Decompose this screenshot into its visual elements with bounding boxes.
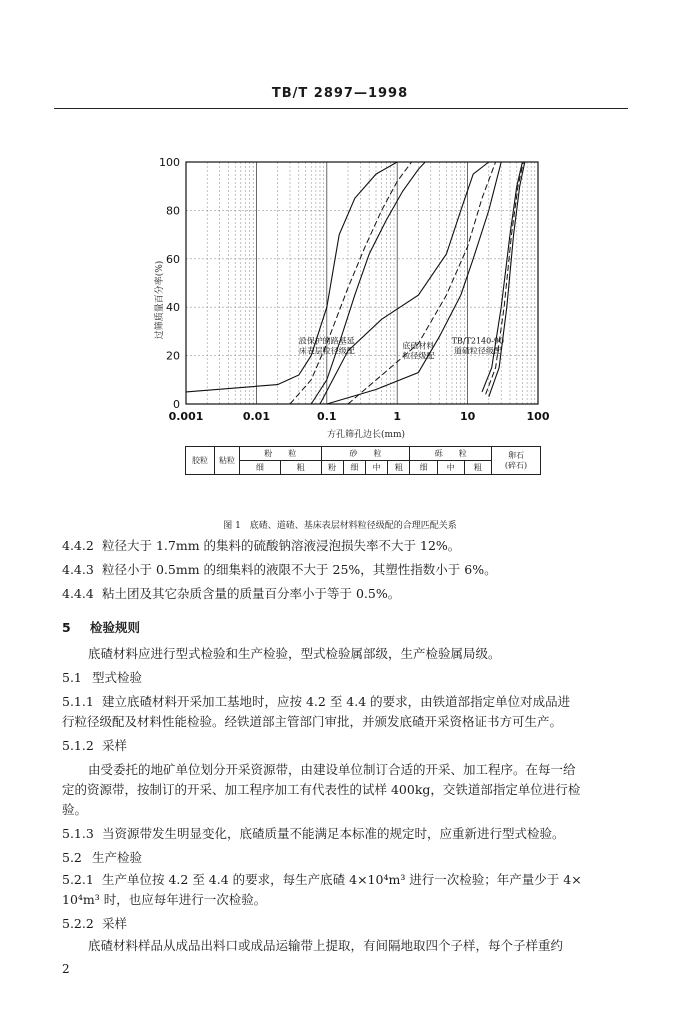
clause-5-1 [62, 670, 142, 686]
gradation-curve-4 [320, 162, 489, 404]
clause-text: 建立底碴材料开采加工基地时，应按 4.2 至 4.4 的要求，由铁道部指定单位对成品进 [102, 694, 571, 709]
grade-clay: 粘粒 [215, 447, 240, 475]
clause-5-2-1 [62, 872, 582, 888]
annotation-line: 粒径级配 [402, 351, 435, 361]
clause-5-1-1 [62, 694, 570, 710]
gradation-curve-1 [186, 162, 397, 392]
grade-silt: 粉 粒 [240, 447, 322, 461]
x-tick-label: 0.001 [168, 410, 204, 423]
x-tick-label: 10 [459, 410, 476, 423]
x-axis-label: 方孔筛孔边长(mm) [326, 430, 406, 440]
clause-text: 生产检验 [92, 850, 143, 865]
clause-5-2-2-body: 底碴材料样品从成品出料口或成品运输带上提取，有间隔地取四个子样，每个子样重约 [88, 938, 564, 953]
clause-5-2-2 [62, 916, 127, 932]
grade-sub-cell: 细 [410, 461, 437, 475]
header-rule [54, 108, 628, 109]
clause-5-1-2-body-2: 定的资源带，按制订的开采、加工程序加工有代表性的试样 400kg，交铁道部指定单位进行检 [62, 782, 581, 797]
y-tick-label: 80 [166, 204, 180, 218]
clause-number: 5.1 [62, 670, 82, 685]
y-tick-label: 0 [173, 398, 180, 411]
clause-4-4-2 [62, 538, 460, 554]
clause-5-2-1-cont: 10⁴m³ 时，也应每年进行一次检验。 [62, 892, 267, 907]
clause-number: 5.2.1 [62, 872, 94, 887]
clause-text: 生产单位按 4.2 至 4.4 的要求，每生产底碴 4×10⁴m³ 进行一次检验；年产量少于 4× [102, 872, 582, 887]
gradation-curve-5 [327, 162, 501, 404]
grade-sub-cell: 中 [365, 461, 387, 475]
section-5-heading [62, 620, 140, 636]
clause-5-1-2 [62, 738, 127, 754]
gradation-curve-2 [311, 162, 425, 404]
y-tick-label: 60 [166, 252, 180, 266]
section-number: 5 [62, 620, 71, 635]
clause-4-4-4 [62, 586, 400, 602]
clause-number: 5.2 [62, 850, 82, 865]
annotation-line: TB/T2140-90 [451, 336, 505, 346]
clause-5-1-2-body: 由受委托的地矿单位划分开采资源带，由建设单位制订合适的开采、加工程序。在每一给 [88, 762, 576, 777]
gradation-curve-3 [290, 162, 412, 404]
clause-text: 型式检验 [92, 670, 143, 685]
annotation-line: 道碴粒径级配 [453, 346, 502, 356]
y-tick-label: 40 [166, 301, 180, 315]
clause-4-4-3 [62, 562, 497, 578]
clause-number: 4.4.2 [62, 538, 94, 553]
figure-caption: 图 1 底碴、道碴、基床表层材料粒径级配的合理匹配关系 [223, 521, 457, 531]
grade-cobble: 卵石 (碎石) [492, 447, 541, 475]
x-tick-label: 0.01 [242, 410, 270, 423]
x-tick-label: 1 [393, 410, 402, 423]
x-tick-label: 0.1 [317, 410, 337, 423]
grade-sand: 砂 粒 [321, 447, 410, 461]
clause-5-2 [62, 850, 142, 866]
clause-text: 采样 [102, 916, 128, 931]
y-tick-label: 20 [166, 349, 180, 363]
grade-sub-cell: 中 [437, 461, 464, 475]
clause-5-1-2-body-3: 验。 [62, 802, 88, 817]
grade-sub-cell: 细 [240, 461, 281, 475]
y-tick-label: 100 [159, 156, 180, 169]
annotation-line: 設保护的路基延 [298, 336, 355, 346]
annotation-line: 床表层粒径级配 [298, 346, 355, 356]
standard-code-header: TB/T 2897—1998 [271, 86, 409, 101]
soil-grade-table [185, 446, 541, 475]
clause-text: 粒径小于 0.5mm 的细集料的液限不大于 25%，其塑性指数小于 6%。 [102, 562, 497, 577]
clause-number: 5.1.1 [62, 694, 94, 709]
curve-annotation-2 [402, 340, 434, 360]
clause-number: 5.2.2 [62, 916, 94, 931]
grade-sub-cell: 粉 [321, 461, 343, 475]
x-tick-label: 100 [526, 410, 550, 423]
clause-5-1-1-cont: 行粒径级配及材料性能检验。经铁道部主管部门审批，并颁发底碴开采资格证书方可生产。 [62, 714, 563, 729]
clause-text: 粒径大于 1.7mm 的集料的硫酸钠溶液浸泡损失率不大于 12%。 [102, 538, 461, 553]
clause-number: 4.4.4 [62, 586, 94, 601]
clause-number: 4.4.3 [62, 562, 94, 577]
clause-number: 5.1.3 [62, 826, 94, 841]
grade-gravel: 砾 粒 [410, 447, 492, 461]
y-axis-label: 过筛质量百分率(%) [155, 260, 165, 340]
plot-frame [186, 162, 538, 404]
grade-sub-cell: 粗 [388, 461, 410, 475]
section-5-intro: 底碴材料应进行型式检验和生产检验，型式检验属部级，生产检验属局级。 [88, 646, 501, 661]
grade-colloid: 胶粒 [186, 447, 215, 475]
clause-text: 当资源带发生明显变化，底碴质量不能满足本标准的规定时，应重新进行型式检验。 [102, 826, 565, 841]
grade-sub-cell: 粗 [464, 461, 491, 475]
clause-5-1-3 [62, 826, 565, 842]
clause-text: 粘土团及其它杂质含量的质量百分率小于等于 0.5%。 [102, 586, 401, 601]
annotation-line: 底碴材料 [402, 341, 435, 351]
page-number: 2 [62, 962, 70, 976]
clause-text: 采样 [102, 738, 128, 753]
curve-annotation-3 [452, 337, 505, 356]
clause-number: 5.1.2 [62, 738, 94, 753]
grade-sub-cell: 粗 [280, 461, 321, 475]
gradation-chart [150, 150, 570, 440]
grade-sub-cell: 细 [343, 461, 365, 475]
section-title: 检验规则 [90, 620, 141, 635]
